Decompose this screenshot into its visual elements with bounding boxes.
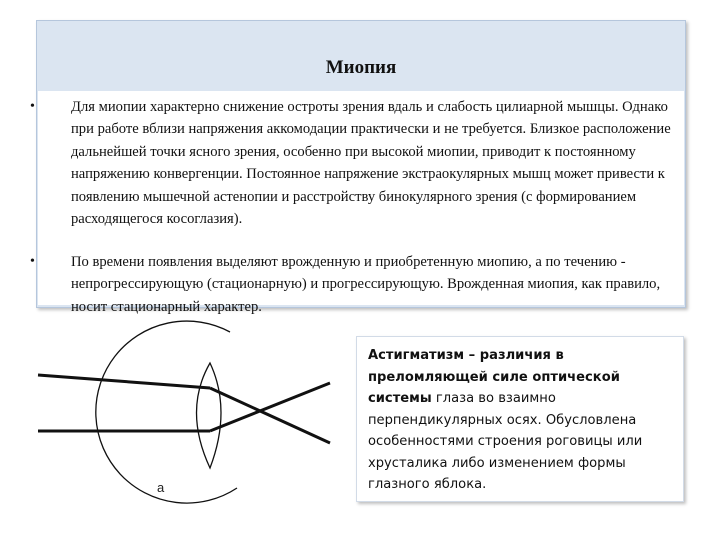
bullet-text: Для миопии характерно снижение остроты зрения вдаль и слабость цилиарной мышцы. Однако при работе вблизи напряжения аккомодации практически и не требуется. Близкое расположение дальнейшей точки ясного зрения, особенно при высокой миопии, приводит к постоянному напряжению конвергенции. Постоянное напряжение экстраокулярных мышц может привести к появлению мышечной астенопии и расстройству бинокулярного зрения (с формированием расходящегося косоглазия). xyxy=(71,99,671,228)
bullet-icon: • xyxy=(30,99,35,114)
astigmatism-term: Астигматизм – различия в преломляющей силе оптической системы xyxy=(368,348,620,406)
myopia-eye-diagram xyxy=(30,310,350,510)
slide-title: Миопия xyxy=(325,57,397,78)
figure-label: а xyxy=(157,480,165,495)
ray-lower-converge xyxy=(210,383,330,431)
bullet-text: По времени появления выделяют врожденную и приобретенную миопию, а по течению - непрогрессирующую (стационарную) и прогрессирующую. Врожденная миопия, как правило, носит стационарный характер. xyxy=(71,254,661,315)
ray-upper-converge xyxy=(210,388,330,443)
bullet-icon: • xyxy=(30,254,35,269)
lens-shape xyxy=(197,363,222,468)
ray-upper xyxy=(38,375,210,388)
astigmatism-text xyxy=(368,345,678,496)
content-panel xyxy=(30,91,684,315)
title-panel xyxy=(30,20,686,315)
astigmatism-box xyxy=(356,336,684,502)
astigmatism-definition: глаза во взаимно перпендикулярных осях. Обусловлена особенностями строения роговицы или хрусталика либо изменением формы глазного яблока. xyxy=(368,391,643,492)
eyeball-outline xyxy=(96,321,237,503)
